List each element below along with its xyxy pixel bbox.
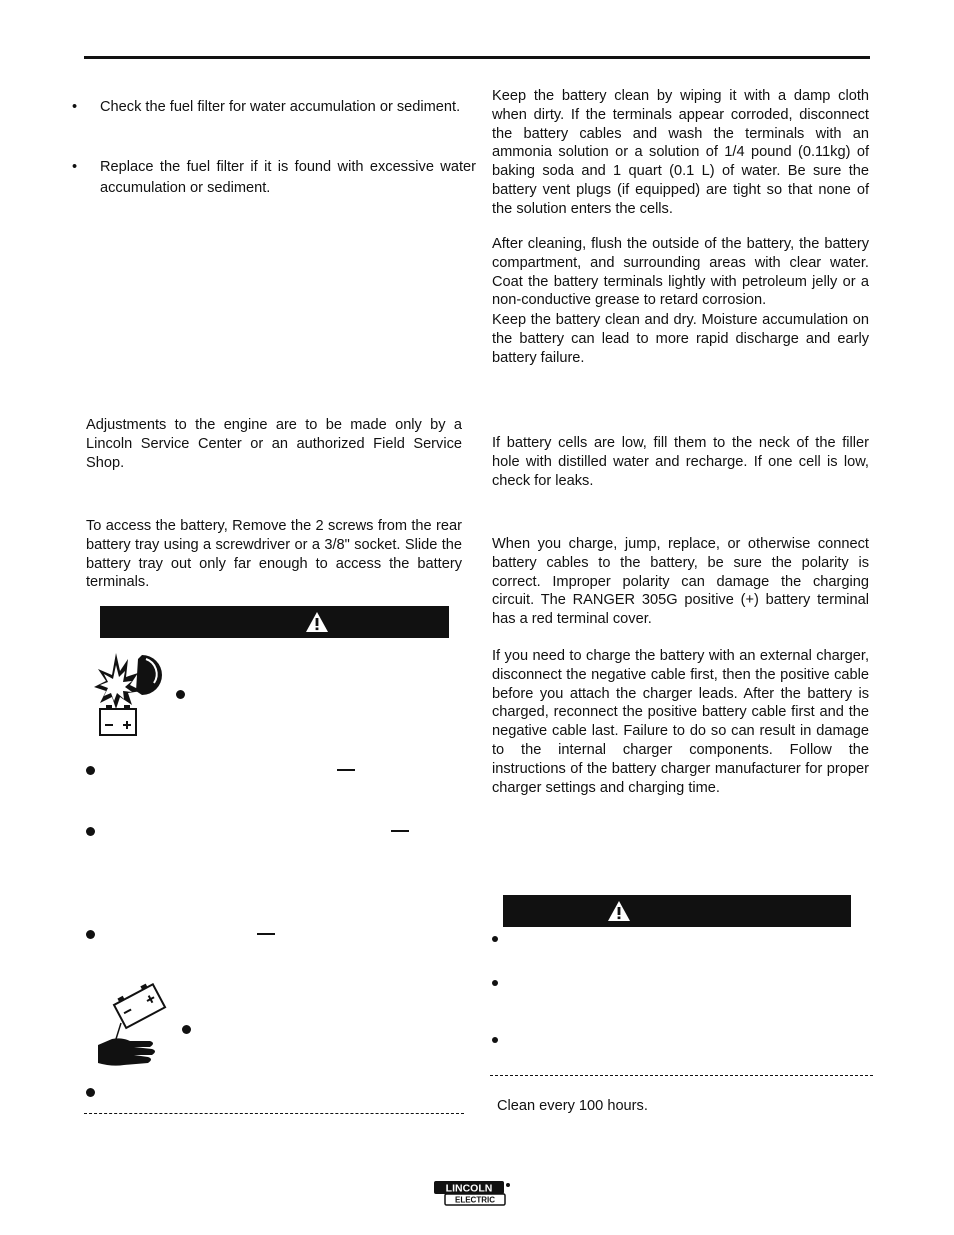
- em-dash: [257, 933, 275, 935]
- svg-text:ELECTRIC: ELECTRIC: [455, 1195, 495, 1205]
- bullet-marker: [492, 1037, 498, 1043]
- battery-dry-paragraph: Keep the battery clean and dry. Moisture accumulation on the battery can lead to more rapid discharge and early battery failure.: [492, 312, 869, 366]
- warning-triangle-icon: [305, 611, 329, 633]
- engine-adjustment-paragraph: Adjustments to the engine are to be made only by a Lincoln Service Center or an authorized Field Service Shop.: [86, 417, 462, 471]
- charger-warning-banner: [503, 895, 851, 927]
- battery-warning-banner: [100, 606, 449, 638]
- fuel-filter-replace-bullet: • Replace the fuel filter if it is found with excessive water accumulation or sediment.: [72, 159, 476, 196]
- em-dash: [391, 830, 409, 832]
- battery-explosion-icon: [94, 651, 178, 737]
- bullet-marker: [86, 1088, 95, 1097]
- fuel-filter-check-bullet: • Check the fuel filter for water accumulation or sediment.: [72, 99, 461, 115]
- lincoln-electric-logo: [433, 1180, 511, 1206]
- battery-cleaning-paragraph: Keep the battery clean by wiping it with a damp cloth when dirty. If the terminals appear corroded, disconnect the battery cables and wash the terminals with an ammonia solution or a solution of 1/4 pound (0.11kg) of baking soda and 1 quart (0.1 L) of water. Be sure the battery vent plugs (if equipped) are tight so that none of the solution enters the cells.: [492, 88, 869, 217]
- battery-polarity-paragraph: When you charge, jump, replace, or otherwise connect battery cables to the battery, be sure the polarity is correct. Improper polarity can damage the charging circuit. The RANGER 305G positive (+) battery terminal has a red terminal cover.: [492, 536, 869, 628]
- bullet-marker: [86, 930, 95, 939]
- battery-acid-hand-icon: [94, 983, 176, 1069]
- section-divider-right: [490, 1075, 873, 1076]
- bullet-marker: [492, 936, 498, 942]
- warning-triangle-icon: [607, 900, 631, 922]
- clean-interval-text: Clean every 100 hours.: [497, 1098, 648, 1114]
- section-divider-left: [84, 1113, 464, 1114]
- battery-charger-paragraph: If you need to charge the battery with an external charger, disconnect the negative cable first, then the positive cable before you attach the charger leads. After the battery is charged, reconnect the positive battery cable first and the negative cable last. Failure to do so can result in damage to the internal charger components. Follow the instructions of the battery charger manufacturer for proper charger settings and charging time.: [492, 648, 869, 796]
- battery-flush-paragraph: After cleaning, flush the outside of the battery, the battery compartment, and surrounding areas with clear water. Coat the battery terminals lightly with petroleum jelly or a non-conductive grease to retard corrosion.: [492, 236, 869, 309]
- bullet-marker: [492, 980, 498, 986]
- battery-cells-paragraph: If battery cells are low, fill them to the neck of the filler hole with distilled water and recharge. If one cell is low, check for leaks.: [492, 435, 869, 489]
- bullet-marker: [86, 766, 95, 775]
- bullet-marker: [176, 690, 185, 699]
- top-rule: [84, 56, 870, 59]
- em-dash: [337, 769, 355, 771]
- bullet-marker: [86, 827, 95, 836]
- battery-access-paragraph: To access the battery, Remove the 2 screws from the rear battery tray using a screwdriver or a 3/8" socket. Slide the battery tray out only far enough to access the battery terminals.: [86, 518, 462, 591]
- svg-text:LINCOLN: LINCOLN: [445, 1182, 493, 1195]
- bullet-marker: [182, 1025, 191, 1034]
